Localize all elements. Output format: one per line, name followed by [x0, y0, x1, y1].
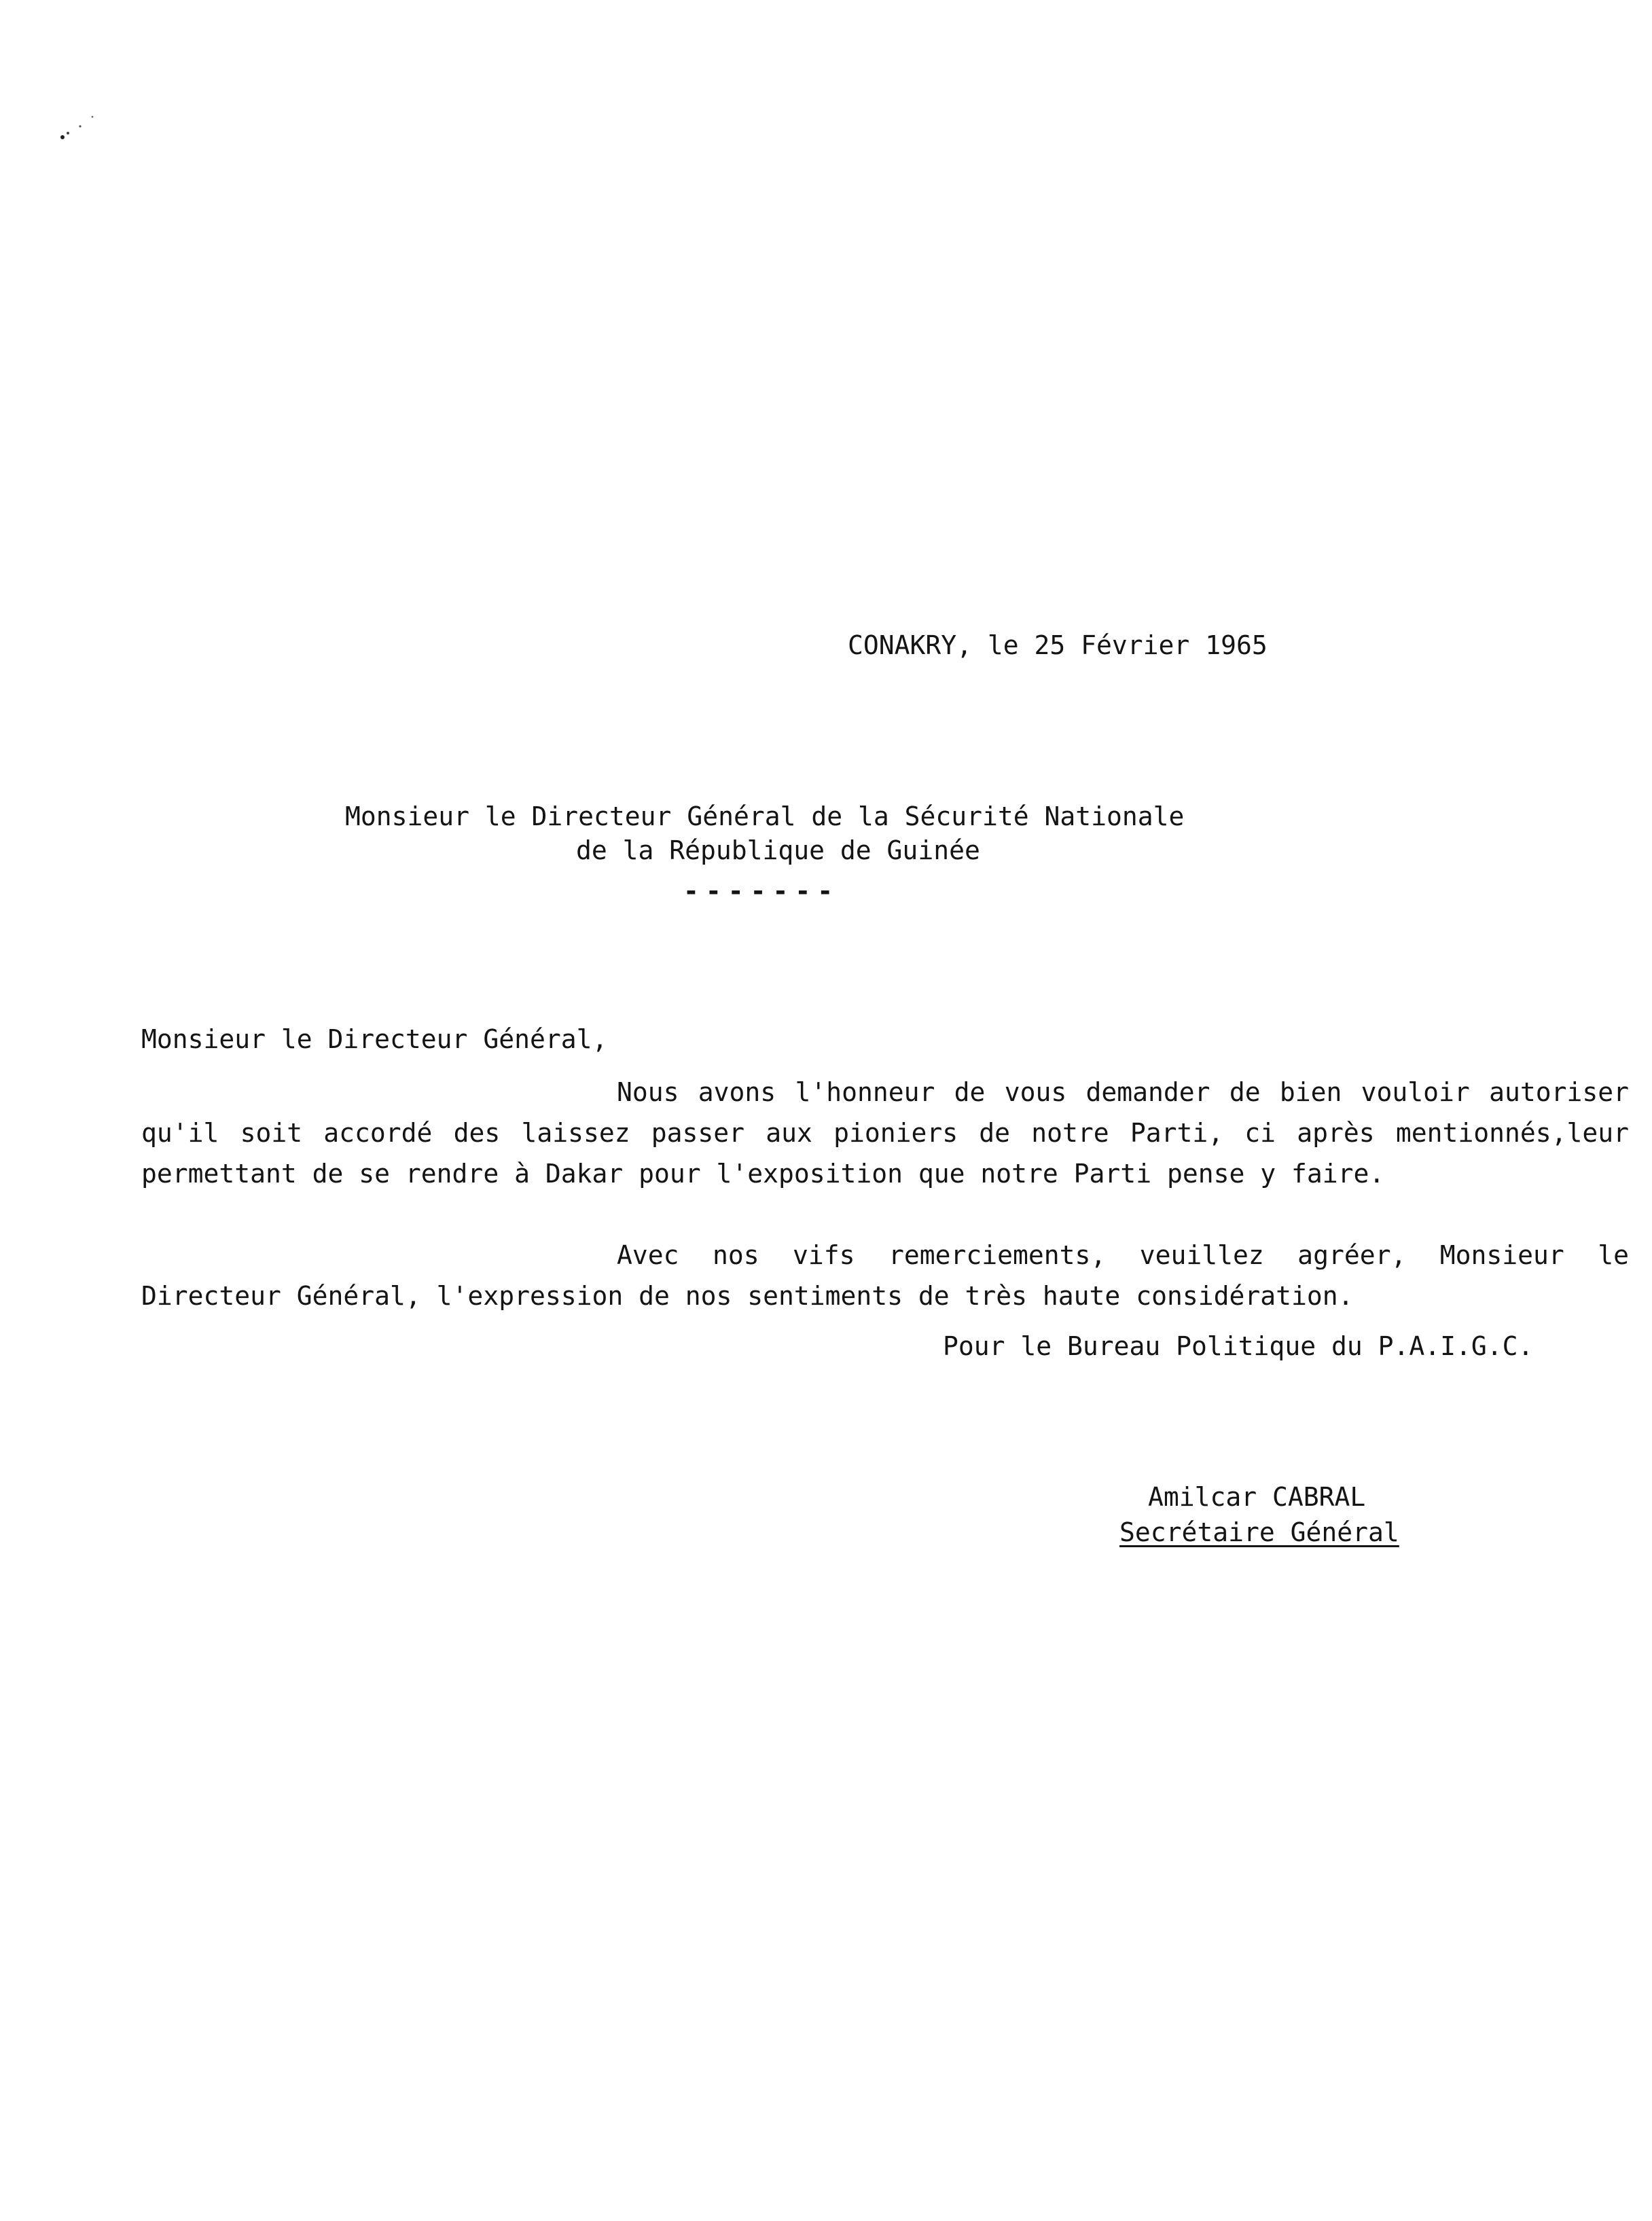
- recipient-line-1: Monsieur le Directeur Général de la Sécurité Nationale: [345, 801, 1185, 831]
- body-paragraph-request: Nous avons l'honneur de vous demander de bien vouloir autoriser qu'il soit accordé des laissez passer aux pioniers de notre Parti, ci après mentionnés,leur permettant de se rendre à Dakar pour l'exposition que notre Parti pense y faire.: [141, 1077, 1629, 1189]
- address-separator: -------: [683, 876, 840, 906]
- place-date: CONAKRY, le 25 Février 1965: [848, 630, 1268, 660]
- body-paragraph-closing: Avec nos vifs remerciements, veuillez agréer, Monsieur le Directeur Général, l'expression de nos sentiments de très haute considération.: [141, 1240, 1629, 1311]
- signer-title: Secrétaire Général: [1119, 1517, 1399, 1547]
- salutation: Monsieur le Directeur Général,: [141, 1024, 608, 1054]
- letter-body: [141, 1072, 1629, 1316]
- scan-speck-mark: [48, 102, 109, 149]
- signoff-line: Pour le Bureau Politique du P.A.I.G.C.: [943, 1331, 1534, 1361]
- recipient-line-2: de la République de Guinée: [576, 835, 980, 865]
- signer-name: Amilcar CABRAL: [1148, 1482, 1366, 1512]
